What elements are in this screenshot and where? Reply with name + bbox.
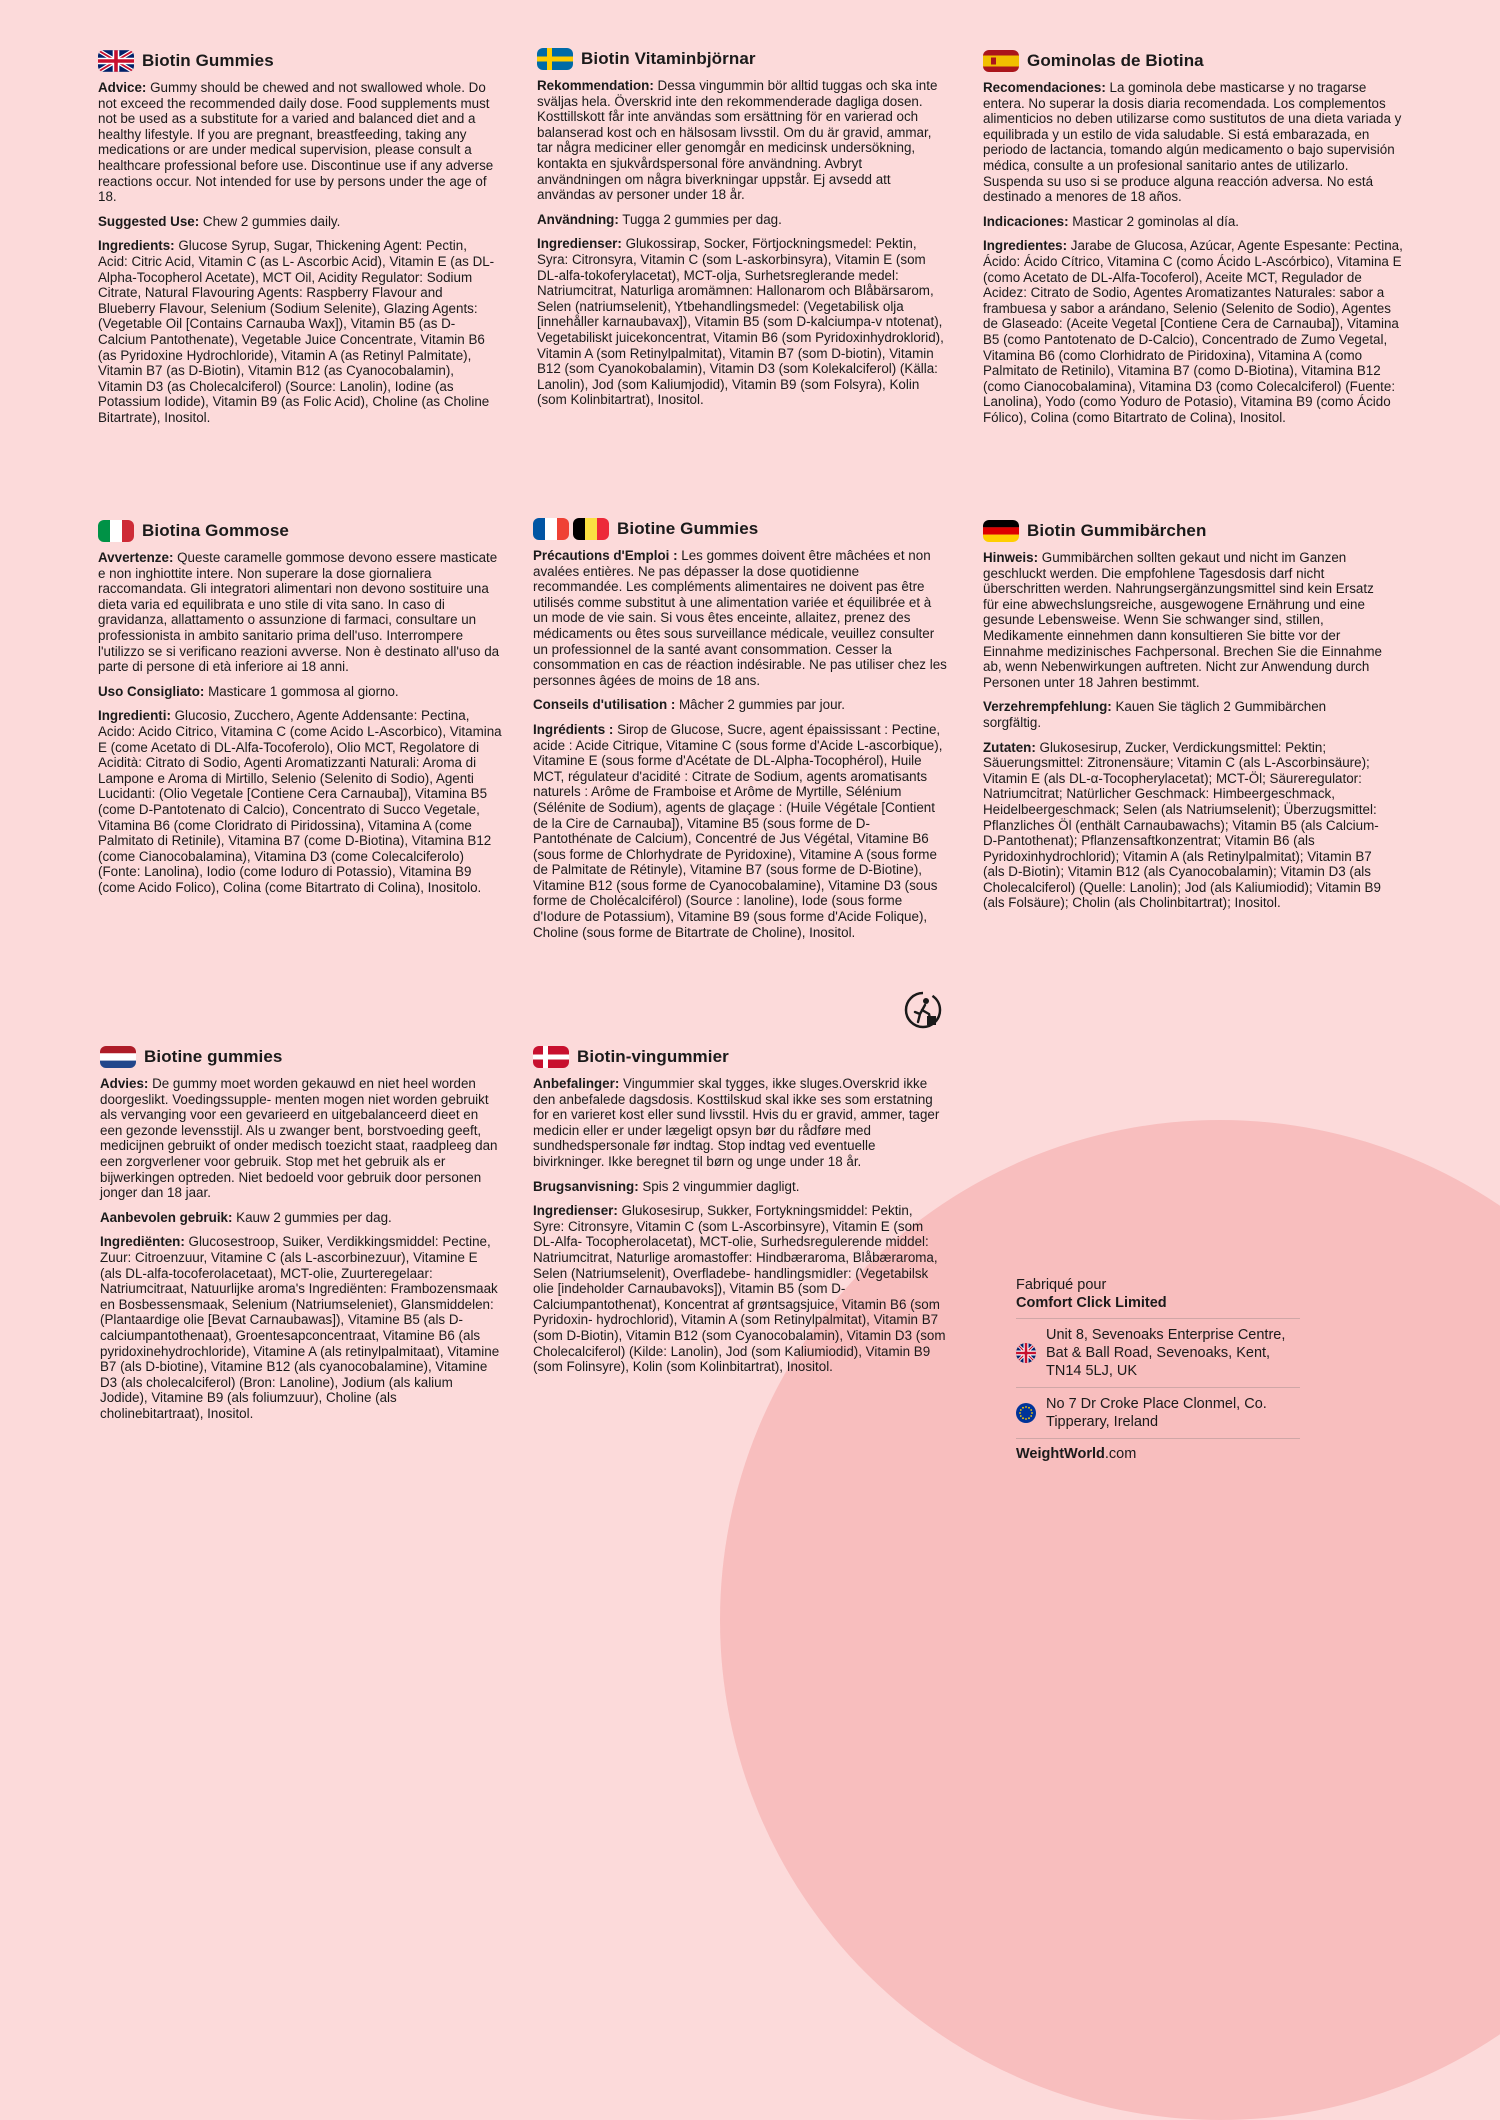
company-name: Comfort Click Limited (1016, 1295, 1167, 1311)
ingredients-paragraph (537, 236, 947, 408)
advice-paragraph (983, 550, 1383, 690)
advice-paragraph (533, 548, 947, 688)
france-flag-icon (533, 518, 569, 540)
france-belgium-flags (533, 518, 609, 540)
paragraph-label: Användning: (537, 211, 619, 227)
usage-paragraph (100, 1210, 502, 1226)
usage-paragraph (533, 1179, 947, 1195)
paragraph-text: Gummy should be chewed and not swallowed whole. Do not exceed the recommended daily dose. Food supplements must not be used as a substitute for a varied and balanced diet and a healthy lifestyle. If you are pregnant, breastfeeding, taking any medications or are under medical supervision, please consult a healthcare professional before use. Discontinue use if any adverse reactions occur. Not intended for use by persons under the age of 18. (98, 80, 494, 205)
ingredients-paragraph (533, 1203, 947, 1375)
paragraph-label: Ingredienti: (98, 708, 171, 724)
panel-body (983, 80, 1405, 425)
panel-title-row (98, 50, 498, 72)
panel-title: Biotine Gummies (617, 519, 759, 538)
panel-body (533, 1076, 947, 1375)
paragraph-text: Glukosesirup, Zucker, Verdickungsmittel: Pektin; Säuerungsmittel: Zitronensäure; Vitamin C (als L-Ascorbinsäure); Vitamin E (als DL-α-Tocopherylacetat); MCT-Öl; Säureregulator: Natriumcitrat; Natürlicher Geschmack: Himbeergeschmack, Heidelbeergeschmack; Selen (als Natriumselenit); Überzugsmittel: Pflanzliches Öl (enthält Carnaubawachs); Vitamin B5 (als Calcium-D-Pantothenat); Pflanzensaftkonzentrat; Vitamin B6 (als Pyridoxinhydrochlorid); Vitamin A (als Retinylpalmitat); Vitamin B7 (als D-Biotin); Vitamin B12 (als Cyanocobalamin); Vitamin D3 (als Cholecalciferol) (Quelle: Lanolin); Jod (als Kaliumiodid); Vitamin B9 (als Folsäure); Cholin (als Cholinbitartrat); Inositol. (983, 739, 1381, 911)
panel-body (533, 548, 947, 940)
paragraph-text: Dessa vingummin bör alltid tuggas och ska inte sväljas hela. Överskrid inte den rekommenderade dagliga dosen. Kosttillskott får inte användas som ersättning för en varierad och balanserad kost och en hälsosam livsstil. Om du är gravid, ammar, tar några mediciner eller genomgår en medicinsk undersökning, kontakta en sjukvårdspersonal före användning. Avbryt användningen om några biverkningar uppstår. Ej avsedd att användas av personer under 18 år. (537, 78, 938, 203)
paragraph-text: La gominola debe masticarse y no tragarse entera. No superar la dosis diaria recomendada. Los complementos alimenticios no deben utilizarse como sustitutos de una dieta variada y equilibrada y un estilo de vida saludable. Si está embarazada, en periodo de lactancia, tomando algún medicamento o bajo supervisión médica, consulte a un profesional sanitario antes de utilizarlo. Suspenda su uso si se produce alguna reacción adversa. No está destinado a menores de 18 años. (983, 80, 1402, 205)
paragraph-label: Verzehrempfehlung: (983, 699, 1112, 715)
panel-body (98, 550, 508, 895)
paragraph-label: Ingredients: (98, 238, 175, 254)
advice-paragraph (98, 550, 508, 675)
belgium-flag-icon (573, 518, 609, 540)
paragraph-text: Kauw 2 gummies per dag. (232, 1209, 392, 1225)
paragraph-text: De gummy moet worden gekauwd en niet heel worden doorgeslikt. Voedingssupple- menten mogen niet worden gebruikt als vervanging voor een gevarieerd en uitgebalanceerd dieet en een gezonde levensstijl. Als u zwanger bent, borstvoeding geeft, medicijnen gebruikt of onder medisch toezicht staat, raadpleeg dan een zorgverlener voor gebruik. Stop met het gebruik als er bijwerkingen optreden. Niet bedoeld voor gebruik door personen jonger dan 18 jaar. (100, 1076, 498, 1201)
panel-de (983, 520, 1383, 920)
denmark-flag-icon (533, 1046, 569, 1068)
advice-paragraph (98, 80, 498, 205)
advice-paragraph (983, 80, 1405, 205)
paragraph-label: Indicaciones: (983, 213, 1069, 229)
paragraph-text: Jarabe de Glucosa, Azúcar, Agente Espesante: Pectina, Ácido: Ácido Cítrico, Vitamina C (como Ácido L-Ascórbico), Vitamina E (como Acetato de DL-Alfa-Tocoferol), Aceite MCT, Regulador de Acidez: Citrato de Sodio, Agentes Aromatizantes Naturales: sabor a frambuesa y sabor a arándano, Selenio (Selenito de Sodio), Agentes de Glaseado: (Aceite Vegetal [Contiene Cera de Carnauba]), Vitamina B5 (como Pantotenato de D-Calcio), Concentrado de Zumo Vegetal, Vitamina B6 (como Clorhidrato de Piridoxina), Vitamina A (como Palmitato de Retinilo), Vitamina B7 (como D-Biotina), Vitamina B12 (como Cianocobalamina), Vitamina D3 (como Colecalciferol) (Fuente: Lanolina), Yodo (como Yoduro de Potasio), Vitamina B9 (como Ácido Fólico), Colina (como Bitartrato de Colina), Inositol. (983, 238, 1403, 425)
panel-title: Biotin-vingummier (577, 1047, 729, 1066)
paragraph-label: Zutaten: (983, 739, 1036, 755)
ingredients-paragraph (983, 740, 1383, 912)
eu-flag-icon (1016, 1403, 1036, 1423)
advice-paragraph (533, 1076, 947, 1170)
usage-paragraph (983, 214, 1405, 230)
panel-title-row (533, 1046, 947, 1068)
panel-dk (533, 1046, 947, 1384)
panel-body (100, 1076, 502, 1421)
panel-nl (100, 1046, 502, 1430)
panel-es (983, 50, 1405, 434)
eu-address-row (1016, 1387, 1300, 1438)
paragraph-text: Queste caramelle gommose devono essere masticate e non inghiottite intere. Non superare la dose giornaliera raccomandata. Gli integratori alimentari non devono sostituire una dieta varia ed equilibrata e uno stile di vita sano. In caso di gravidanza, allattamento o assunzione di farmaci, consultare un professionista in ambito sanitario prima dell'uso. Interrompere l'utilizzo se si verificano reazioni avverse. Non è destinato all'uso da parte di persone di età inferiore ai 18 anni. (98, 550, 500, 675)
panel-title-row (537, 48, 947, 70)
sweden-flag-icon (537, 48, 573, 70)
paragraph-label: Suggested Use: (98, 213, 200, 229)
paragraph-label: Hinweis: (983, 550, 1039, 565)
paragraph-label: Précautions d'Emploi : (533, 548, 678, 563)
usage-paragraph (983, 699, 1383, 730)
usage-paragraph (98, 214, 498, 230)
germany-flag-icon (983, 520, 1019, 542)
panel-title-row (533, 518, 947, 540)
brand-url[interactable] (1016, 1438, 1300, 1463)
paragraph-text: Gummibärchen sollten gekaut und nicht im Ganzen geschluckt werden. Die empfohlene Tagesdosis darf nicht überschritten werden. Nahrungsergänzungsmittel sind kein Ersatz für eine abwechslungsreiche, ausgewogene Ernährung und eine gesunde Lebensweise. Wenn Sie schwanger sind, stillen, Medikamente einnehmen dann konsultieren Sie bitte vor der Einnahme medizinisches Fachpersonal. Brechen Sie die Einnahme ab, wenn Nebenwirkungen auftreten. Nicht zur Anwendung durch Personen unter 18 Jahren bestimmt. (983, 550, 1382, 690)
paragraph-label: Ingredientes: (983, 238, 1068, 254)
paragraph-text: Glukosesirup, Sukker, Fortykningsmiddel: Pektin, Syre: Citronsyre, Vitamin C (som L-Ascorbinsyre), Vitamin E (som DL-Alfa- Tocopherolacetat), MCT-olie, Surhedsregulerende middel: Natriumcitrat, Naturlige aromastoffer: Hindbæraroma, Blåbæraroma, Selen (Natriumselenit), Overfladebe- handlingsmidler: (Vegetabilsk olie [indeholder Carnaubavoks]), Vitamin B5 (som D-Calciumpantothenat), Koncentrat af grøntsagsjuice, Vitamin B6 (som Pyridoxin- hydrochlorid), Vitamin A (som Retinylpalmitat), Vitamin B7 (som D-Biotin), Vitamin B12 (som Cyanocobalamin), Vitamin D3 (som Cholecalciferol) (Kilde: Lanolin), Jod (som Kaliumiodid), Vitamin B9 (som Folinsyre), Kolin (som Kolinbitartrat), Inositol. (533, 1203, 946, 1375)
made-for-label: Fabriqué pour (1016, 1277, 1107, 1293)
manufacturer-info (1016, 1276, 1300, 1463)
uk-flag-icon (1016, 1343, 1036, 1363)
panel-fr-be (533, 518, 947, 949)
uk-flag-icon (98, 50, 134, 72)
paragraph-text: Glucosestroop, Suiker, Verdikkingsmiddel: Pectine, Zuur: Citroenzuur, Vitamine C (als L-ascorbinezuur), Vitamine E (als DL-alfa-tocoferolacetaat), MCT-olie, Zuurteregelaar: Natriumcitraat, Natuurlijke aroma's Ingrediënten: Frambozensmaak en Bosbessensmaak, Selenium (Natriumseleniet), Glansmiddelen: (Plantaardige olie [Bevat Carnaubawas]), Vitamine B5 (als D-calciumpantothenaat), Groentesapconcentraat, Vitamine B6 (als pyridoxinehydrochloride), Vitamine A (als retinylpalmitaat), Vitamine B7 (als D-biotine), Vitamine B12 (als cyanocobalamine), Vitamine D3 (als cholecalciferol) (Bron: Lanoline), Jodium (als kalium Jodide), Vitamine B9 (als foliumzuur), Choline (als cholinebitartraat), Inositol. (100, 1234, 500, 1421)
panel-title: Biotin Vitaminbjörnar (581, 49, 756, 68)
paragraph-label: Uso Consigliato: (98, 683, 205, 699)
italy-flag-icon (98, 520, 134, 542)
paragraph-text: Kauen Sie täglich 2 Gummibärchen sorgfältig. (983, 699, 1327, 730)
paragraph-text: Tugga 2 gummies per dag. (618, 211, 782, 227)
paragraph-label: Advies: (100, 1076, 149, 1091)
paragraph-label: Rekommendation: (537, 78, 654, 93)
advice-paragraph (537, 78, 947, 203)
usage-paragraph (533, 697, 947, 713)
spain-flag-icon (983, 50, 1019, 72)
recycle-icon (903, 990, 943, 1030)
paragraph-label: Conseils d'utilisation : (533, 697, 676, 713)
uk-address-row (1016, 1318, 1300, 1387)
paragraph-text: Vingummier skal tygges, ikke sluges.Overskrid ikke den anbefalede dagsdosis. Kosttilskud skal ikke ses som erstatning for en varieret kost eller sund livsstil. Hvis du er gravid, ammer, tager medicin eller er under lægeligt opsyn bør du rådføre med sundhedspersonale før indtag. Stop indtag ved eventuelle bivirkninger. Ikke beregnet til børn og unge under 18 år. (533, 1076, 940, 1169)
panel-uk (98, 50, 498, 434)
ingredients-paragraph (100, 1234, 502, 1421)
panel-se (537, 48, 947, 417)
paragraph-label: Ingredienser: (533, 1203, 618, 1219)
paragraph-label: Ingrediënten: (100, 1234, 185, 1250)
panel-body (537, 78, 947, 408)
ingredients-paragraph (533, 722, 947, 940)
brand-suffix: .com (1104, 1446, 1137, 1462)
brand-name: WeightWorld (1016, 1446, 1105, 1462)
usage-paragraph (537, 212, 947, 228)
paragraph-text: Masticar 2 gominolas al día. (1068, 213, 1240, 229)
panel-title: Biotin Gummibärchen (1027, 521, 1207, 540)
paragraph-text: Sirop de Glucose, Sucre, agent épaississant : Pectine, acide : Acide Citrique, Vitamine C (sous forme d'Acide L-ascorbique), Vitamine E (sous forme d'Acétate de DL-Alpha-Tocophérol), Huile MCT, régulateur d'acidité : Citrate de Sodium, agents aromatisants naturels : Arôme de Framboise et Arôme de Myrtille, Sélénium (Sélénite de Sodium), agents de glaçage : (Huile Végétale [Contient de la Cire de Carnauba]), Vitamine B5 (sous forme de D-Pantothénate de Calcium), Concentré de Jus Végétal, Vitamine B6 (sous forme de Chlorhydrate de Pyridoxine), Vitamine A (sous forme de Palmitate de Rétinyle), Vitamine B7 (sous forme de D-Biotine), Vitamine B12 (sous forme de Cyanocobalamine), Vitamine D3 (sous forme de Cholécalciférol) (Source : lanoline), Iode (sous forme d'Iodure de Potassium), Vitamine B9 (sous forme d'Acide Folique), Choline (sous forme de Bitartrate de Choline), Inositol. (533, 721, 943, 940)
ingredients-paragraph (98, 708, 508, 895)
panel-body (98, 80, 498, 425)
paragraph-label: Aanbevolen gebruik: (100, 1209, 233, 1225)
panel-title: Biotine gummies (144, 1047, 283, 1066)
panel-title: Gominolas de Biotina (1027, 51, 1204, 70)
panel-title-row (983, 520, 1383, 542)
ingredients-paragraph (983, 238, 1405, 425)
paragraph-label: Anbefalinger: (533, 1076, 620, 1091)
eu-address: No 7 Dr Croke Place Clonmel, Co. Tipperary, Ireland (1046, 1396, 1267, 1430)
panel-title-row (98, 520, 508, 542)
panel-title: Biotin Gummies (142, 51, 274, 70)
panel-body (983, 550, 1383, 911)
paragraph-label: Advice: (98, 80, 147, 95)
netherlands-flag-icon (100, 1046, 136, 1068)
paragraph-text: Mâcher 2 gummies par jour. (675, 697, 845, 713)
paragraph-label: Recomendaciones: (983, 80, 1106, 95)
paragraph-label: Avvertenze: (98, 550, 174, 565)
paragraph-text: Masticare 1 gommosa al giorno. (204, 683, 399, 699)
ingredients-paragraph (98, 238, 498, 425)
usage-paragraph (98, 684, 508, 700)
panel-title-row (983, 50, 1405, 72)
advice-paragraph (100, 1076, 502, 1201)
panel-title: Biotina Gommose (142, 521, 289, 540)
paragraph-label: Ingrédients : (533, 721, 614, 737)
paragraph-text: Glukossirap, Socker, Förtjockningsmedel: Pektin, Syra: Citronsyra, Vitamin C (som L-askorbinsyra), Vitamin E (som DL-alfa-tokoferylacetat), MCT-olja, Surhetsreglerande medel: Natriumcitrat, Naturliga aromämnen: Hallonarom och Blåbärsarom, Selen (natriumselenit), Ytbehandlingsmedel: (Vegetabilisk olja [innehåller karnaubavax]), Vitamin B5 (som D-kalciumpa-v ntotenat), Vegetabiliskt juicekoncentrat, Vitamin B6 (som Pyridoxinhydroklorid), Vitamin A (som Retinylpalmitat), Vitamin B7 (som D-biotin), Vitamin B12 (som Cyanokobalamin), Vitamin D3 (som Kolekalciferol) (Källa: Lanolin), Jod (som Kaliumjodid), Vitamin B9 (som Folsyra), Kolin (som Kolinbitartrat), Inositol. (537, 236, 944, 408)
panel-title-row (100, 1046, 502, 1068)
paragraph-text: Les gommes doivent être mâchées et non avalées entières. Ne pas dépasser la dose quotidienne recommandée. Les compléments alimentaires ne doivent pas être utilisés comme substitut à une alimentation variée et équilibrée et à un mode de vie sain. Si vous êtes enceinte, allaitez, prenez des médicaments ou êtes sous surveillance médicale, veuillez consulter un professionnel de la santé avant consommation. Cesser la consommation en cas de réaction indésirable. Ne pas utiliser chez les personnes âgées de moins de 18 ans. (533, 548, 947, 688)
paragraph-text: Glucosio, Zucchero, Agente Addensante: Pectina, Acido: Acido Citrico, Vitamina C (come Acido L-Ascorbico), Vitamina E (come Acetato di DL-Alfa-Tocoferolo), Olio MCT, Regolatore di Acidità: Citrato di Sodio, Agenti Aromatizzanti Naturali: Aroma di Lampone e Aroma di Mirtillo, Selenio (Selenito di Sodio), Agenti Lucidanti: (Olio Vegetale [Contiene Cera Carnauba]), Vitamina B5 (come D-Pantotenato di Calcio), Concentrato di Succo Vegetale, Vitamina B6 (come Cloridrato di Piridossina), Vitamina A (come Palmitato di Retinile), Vitamina B7 (come D-Biotina), Vitamina B12 (come Cianocobalamina), Vitamina D3 (come Colecalciferolo) (Fonte: Lanolina), Iodio (come Ioduro di Potassio), Vitamina B9 (come Acido Folico), Colina (come Bitartrato di Colina), Inositolo. (98, 708, 502, 895)
panel-it (98, 520, 508, 904)
paragraph-text: Glucose Syrup, Sugar, Thickening Agent: Pectin, Acid: Citric Acid, Vitamin C (as L- Ascorbic Acid), Vitamin E (as DL-Alpha-Tocopherol Acetate), MCT Oil, Acidity Regulator: Sodium Citrate, Natural Flavouring Agents: Raspberry Flavour and Blueberry Flavour, Selenium (Sodium Selenite), Glazing Agents: (Vegetable Oil [Contains Carnauba Wax]), Vitamin B5 (as D-Calcium Pantothenate), Vegetable Juice Concentrate, Vitamin B6 (as Pyridoxine Hydrochloride), Vitamin A (as Retinyl Palmitate), Vitamin B7 (as D-Biotin), Vitamin B12 (as Cyanocobalamin), Vitamin D3 (as Cholecalciferol) (Source: Lanolin), Iodine (as Potassium Iodide), Vitamin B9 (as Folic Acid), Choline (as Choline Bitartrate), Inositol. (98, 238, 495, 425)
paragraph-label: Ingredienser: (537, 236, 622, 252)
uk-address: Unit 8, Sevenoaks Enterprise Centre, Bat & Ball Road, Sevenoaks, Kent, TN14 5LJ, UK (1046, 1327, 1286, 1379)
paragraph-label: Brugsanvisning: (533, 1178, 639, 1194)
paragraph-text: Spis 2 vingummier dagligt. (638, 1178, 800, 1194)
paragraph-text: Chew 2 gummies daily. (199, 213, 341, 229)
